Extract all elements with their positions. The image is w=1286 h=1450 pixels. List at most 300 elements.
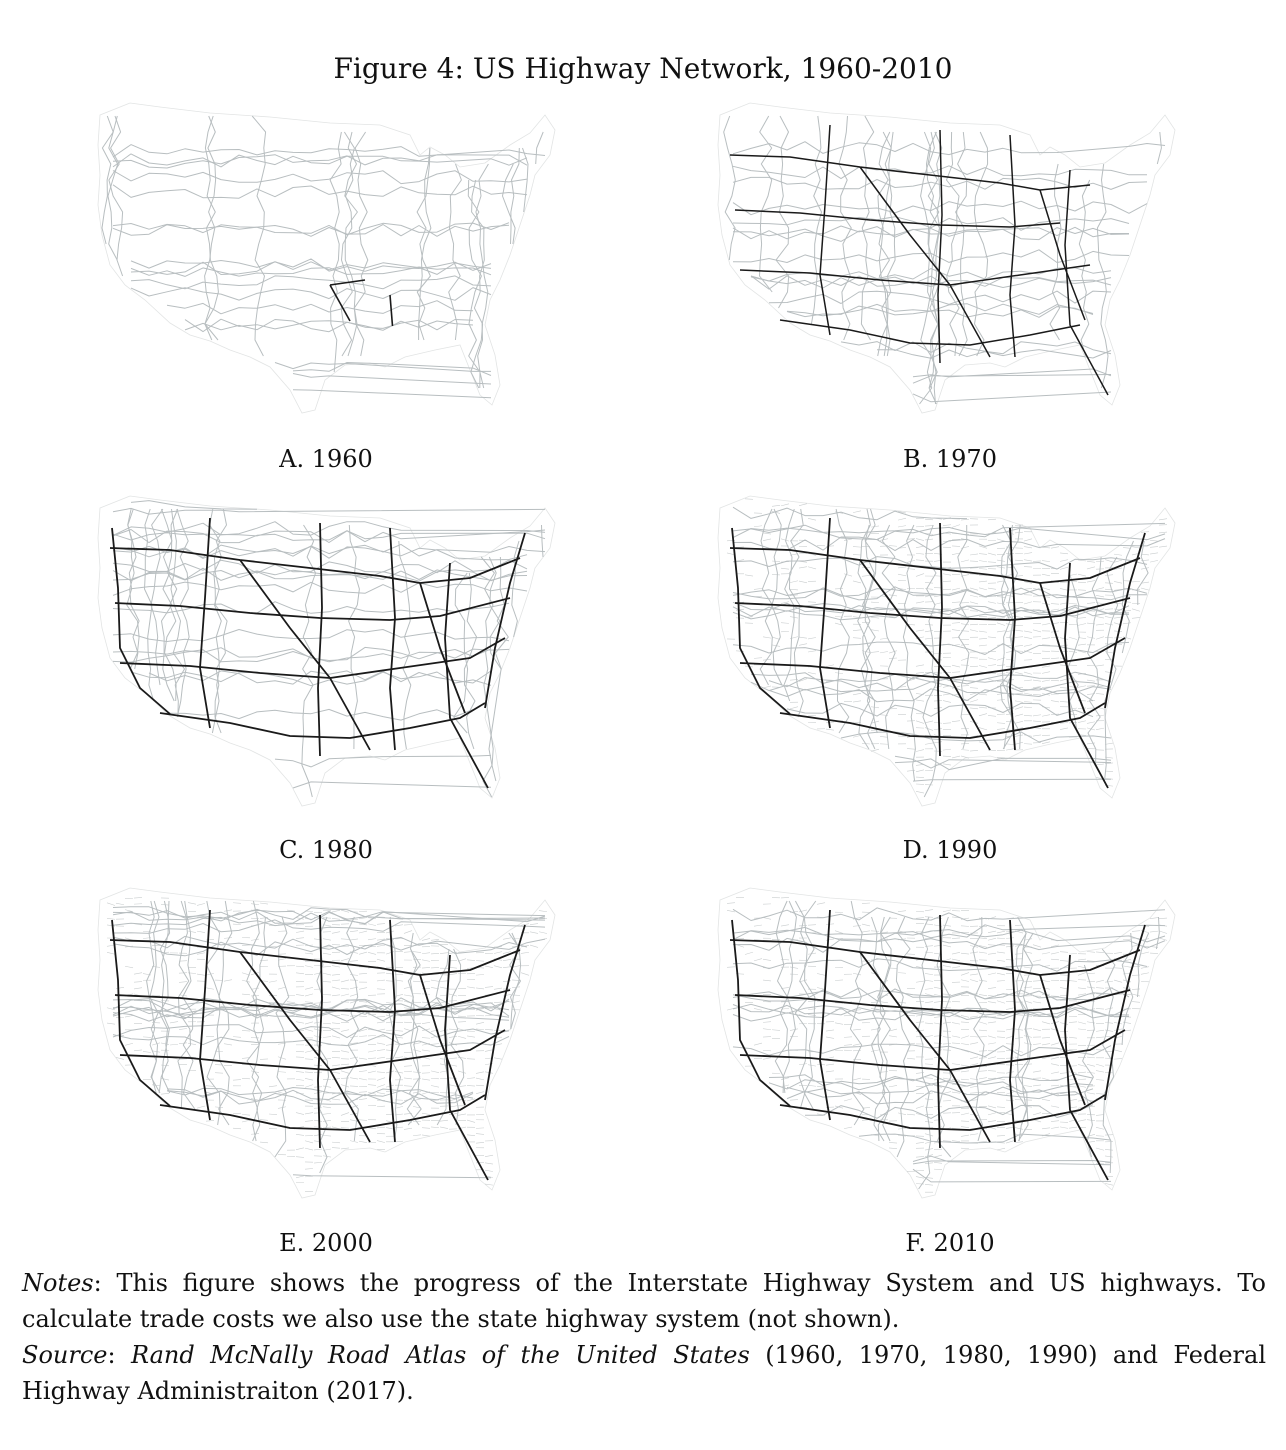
us-map-1970 xyxy=(710,95,1190,435)
state-highway-segment xyxy=(314,1149,322,1150)
state-highway-segment xyxy=(449,1058,457,1059)
state-highway-segment xyxy=(359,1001,367,1002)
state-highway-segment xyxy=(1096,728,1104,730)
state-highway-segment xyxy=(377,1057,385,1058)
state-highway-segment xyxy=(817,903,825,905)
state-highway-segment xyxy=(1042,1037,1050,1038)
state-highway-segment xyxy=(1132,617,1140,618)
state-highway-segment xyxy=(296,938,304,939)
state-highway-segment xyxy=(1024,645,1032,647)
state-highway-segment xyxy=(377,945,385,946)
state-highway-segment xyxy=(305,1113,313,1114)
state-highway-segment xyxy=(970,708,978,709)
state-highway-segment xyxy=(943,701,951,703)
state-highway-segment xyxy=(790,1029,798,1031)
us-highway-route xyxy=(877,350,1111,359)
state-highway-segment xyxy=(1141,532,1149,533)
state-highway-segment xyxy=(341,1064,349,1065)
state-highway-segment xyxy=(1105,616,1113,618)
state-highway-segment xyxy=(332,918,340,919)
state-highway-segment xyxy=(179,973,187,974)
state-highway-segment xyxy=(772,561,780,562)
state-highway-segment xyxy=(997,618,1005,619)
state-highway-segment xyxy=(1060,582,1068,583)
state-highway-segment xyxy=(1024,631,1032,632)
state-highway-segment xyxy=(197,931,205,932)
state-highway-segment xyxy=(979,638,987,639)
us-highway-route xyxy=(293,1175,491,1178)
state-highway-segment xyxy=(997,931,1005,933)
state-highway-segment xyxy=(1060,980,1068,981)
state-highway-segment xyxy=(808,1085,816,1086)
state-highway-segment xyxy=(305,1002,313,1003)
state-highway-segment xyxy=(979,581,987,582)
state-highway-segment xyxy=(1024,701,1032,702)
state-highway-segment xyxy=(1078,644,1086,645)
state-highway-segment xyxy=(359,931,367,933)
us-highway-route xyxy=(958,525,969,749)
state-highway-segment xyxy=(368,1058,376,1059)
state-highway-segment xyxy=(997,973,1005,975)
figure-title: Figure 4: US Highway Network, 1960-2010 xyxy=(333,52,953,85)
state-highway-segment xyxy=(763,539,771,541)
state-highway-segment xyxy=(943,1050,951,1051)
state-highway-segment xyxy=(422,981,430,982)
state-highway-segment xyxy=(763,533,771,534)
state-highway-segment xyxy=(1078,988,1086,989)
state-highway-segment xyxy=(799,644,807,646)
state-highway-segment xyxy=(359,1120,367,1121)
state-highway-segment xyxy=(808,672,816,674)
state-highway-segment xyxy=(332,987,340,989)
state-highway-segment xyxy=(1096,588,1104,590)
state-highway-segment xyxy=(1105,1030,1113,1031)
state-highway-segment xyxy=(476,961,484,962)
state-highway-segment xyxy=(1096,693,1104,694)
state-highway-segment xyxy=(1033,715,1041,716)
state-highway-segment xyxy=(925,1134,933,1136)
us-highway-route xyxy=(476,164,489,388)
state-highway-segment xyxy=(1105,1022,1113,1023)
state-highway-segment xyxy=(925,728,933,731)
state-highway-segment xyxy=(314,1120,322,1121)
state-highway-segment xyxy=(952,938,960,939)
state-highway-segment xyxy=(1087,686,1095,687)
state-highway-segment xyxy=(161,1093,169,1094)
state-highway-segment xyxy=(889,546,897,547)
state-highway-segment xyxy=(961,926,969,927)
state-highway-segment xyxy=(323,1120,331,1121)
state-highway-segment xyxy=(305,1029,313,1031)
state-highway-segment xyxy=(431,1078,439,1079)
state-highway-segment xyxy=(539,932,547,934)
state-highway-segment xyxy=(1078,708,1086,709)
state-highway-segment xyxy=(997,960,1005,961)
state-highway-segment xyxy=(116,987,124,988)
state-highway-segment xyxy=(467,1120,475,1122)
state-highway-segment xyxy=(305,1148,313,1150)
state-highway-segment xyxy=(1078,721,1086,723)
state-highway-segment xyxy=(1114,581,1122,583)
us-highway-route xyxy=(733,142,1165,155)
state-highway-segment xyxy=(808,637,816,638)
state-highway-segment xyxy=(934,987,942,989)
state-highway-segment xyxy=(278,1072,286,1073)
state-highway-segment xyxy=(952,588,960,590)
state-highway-segment xyxy=(233,924,241,925)
state-highway-segment xyxy=(422,967,430,968)
state-highway-segment xyxy=(422,1038,430,1039)
state-highway-segment xyxy=(521,952,529,953)
map-panel-1960 xyxy=(90,95,570,435)
state-highway-segment xyxy=(1096,988,1104,989)
state-highway-segment xyxy=(997,1001,1005,1003)
state-highway-segment xyxy=(449,1029,457,1030)
state-highway-segment xyxy=(206,988,214,989)
state-highway-segment xyxy=(476,988,484,989)
state-highway-segment xyxy=(1150,918,1158,919)
state-highway-segment xyxy=(835,931,843,934)
interstate-network xyxy=(730,125,1108,395)
us-highway-route xyxy=(293,390,491,398)
source-label: Source xyxy=(22,1341,108,1369)
state-highway-segment xyxy=(368,1071,376,1073)
state-highway-segment xyxy=(1096,616,1104,618)
state-highway-segment xyxy=(1051,658,1059,659)
state-highway-segment xyxy=(476,1029,484,1030)
state-highway-segment xyxy=(898,526,906,527)
state-highway-segment xyxy=(467,1078,475,1079)
state-highway-segment xyxy=(269,1114,277,1115)
state-highway-segment xyxy=(979,694,987,695)
state-highway-segment xyxy=(1015,560,1023,561)
state-highway-segment xyxy=(790,967,798,969)
state-highway-segment xyxy=(422,1022,430,1023)
state-highway-segment xyxy=(997,723,1005,724)
state-highway-segment xyxy=(467,960,475,961)
state-highway-segment xyxy=(251,988,259,989)
map-panel-1990 xyxy=(710,488,1190,828)
state-highway-segment xyxy=(1159,519,1167,520)
state-highway-segment xyxy=(296,1148,304,1150)
state-highway-segment xyxy=(296,966,304,967)
state-highway-segment xyxy=(485,966,493,968)
state-highway-segment xyxy=(970,1064,978,1066)
state-highway-segment xyxy=(1087,700,1095,701)
state-highway-segment xyxy=(350,961,358,962)
state-highway-segment xyxy=(916,553,924,554)
interstate-route xyxy=(780,320,1080,345)
panel-label-1990: D. 1990 xyxy=(902,836,998,864)
us-highway-route xyxy=(113,920,545,934)
state-highway-segment xyxy=(754,588,762,589)
state-highway-segment xyxy=(916,750,924,752)
state-highway-segment xyxy=(1096,952,1104,953)
state-highway-segment xyxy=(844,1099,852,1101)
state-highway-segment xyxy=(934,728,942,729)
state-highway-segment xyxy=(1042,715,1050,717)
state-highway-segment xyxy=(1123,966,1131,967)
state-highway-segment xyxy=(916,1142,924,1143)
state-highway-segment xyxy=(853,581,861,583)
state-highway-segment xyxy=(260,903,268,904)
state-highway-segment xyxy=(862,903,870,904)
state-highway-segment xyxy=(997,560,1005,561)
us-highway-route xyxy=(275,755,491,767)
state-highway-segment xyxy=(1078,1120,1086,1122)
state-highway-segment xyxy=(961,1022,969,1023)
state-highway-segment xyxy=(1096,1064,1104,1066)
state-highway-segment xyxy=(853,511,861,513)
state-highway-segment xyxy=(853,1078,861,1080)
state-highway-segment xyxy=(305,1072,313,1073)
state-highway-segment xyxy=(988,1002,996,1003)
state-highway-segment xyxy=(988,973,996,975)
state-highway-segment xyxy=(341,1051,349,1053)
state-highway-segment xyxy=(943,525,951,526)
state-highway-segment xyxy=(1015,1128,1023,1130)
state-highway-segment xyxy=(916,602,924,604)
state-highway-segment xyxy=(934,595,942,596)
state-highway-segment xyxy=(242,945,250,946)
state-highway-segment xyxy=(781,539,789,541)
state-highway-segment xyxy=(988,658,996,660)
state-highway-segment xyxy=(1096,595,1104,597)
state-highway-segment xyxy=(332,1057,340,1058)
state-highway-segment xyxy=(997,539,1005,541)
state-highway-segment xyxy=(1033,1113,1041,1115)
interstate-route xyxy=(820,125,830,335)
state-highway-segment xyxy=(853,638,861,639)
us-highway-route xyxy=(247,901,260,1141)
state-highway-segment xyxy=(979,1058,987,1059)
state-highway-segment xyxy=(422,953,430,954)
state-highway-segment xyxy=(323,939,331,941)
interstate-route xyxy=(740,265,1090,285)
state-highway-segment xyxy=(431,1127,439,1128)
state-highway-segment xyxy=(952,1141,960,1142)
us-highway-route xyxy=(185,319,473,331)
state-highway-segment xyxy=(943,749,951,750)
state-highway-segment xyxy=(233,1128,241,1129)
us-highway-route xyxy=(1088,557,1102,765)
state-highway-segment xyxy=(1042,680,1050,681)
state-highway-segment xyxy=(961,980,969,982)
state-highway-segment xyxy=(341,1085,349,1087)
state-highway-segment xyxy=(395,1106,403,1108)
state-highway-segment xyxy=(853,701,861,702)
state-highway-segment xyxy=(242,1030,250,1031)
us-highway-route xyxy=(1079,180,1089,356)
state-highway-segment xyxy=(1051,1106,1059,1108)
state-highway-segment xyxy=(925,1064,933,1065)
state-highway-segment xyxy=(1069,651,1077,652)
state-highway-segment xyxy=(925,743,933,744)
state-highway-segment xyxy=(1159,918,1167,919)
state-highway-segment xyxy=(934,722,942,723)
state-highway-segment xyxy=(332,1099,340,1100)
state-highway-segment xyxy=(997,596,1005,597)
state-highway-segment xyxy=(296,1071,304,1072)
state-highway-segment xyxy=(1123,623,1131,624)
state-highway-segment xyxy=(997,1037,1005,1038)
state-highway-segment xyxy=(1051,604,1059,605)
state-highway-segment xyxy=(296,1022,304,1024)
state-highway-segment xyxy=(970,588,978,590)
state-highway-segment xyxy=(916,1177,924,1179)
state-highway-segment xyxy=(1114,617,1122,618)
panel-label-1960: A. 1960 xyxy=(279,445,373,473)
state-highway-segment xyxy=(853,1029,861,1030)
state-highway-segment xyxy=(961,728,969,729)
state-highway-segment xyxy=(1060,952,1068,953)
state-highway-segment xyxy=(916,630,924,631)
state-highway-segment xyxy=(467,1135,475,1136)
state-highway-segment xyxy=(1150,560,1158,562)
state-highway-segment xyxy=(332,1065,340,1066)
us-highway-route xyxy=(787,703,1093,716)
state-highway-segment xyxy=(350,931,358,932)
state-highway-segment xyxy=(1114,554,1122,555)
state-highway-segment xyxy=(296,1079,304,1080)
state-highway-segment xyxy=(1087,603,1095,604)
state-highway-segment xyxy=(242,994,250,995)
state-highway-segment xyxy=(413,1050,421,1052)
state-highway-segment xyxy=(1051,609,1059,610)
state-highway-segment xyxy=(916,672,924,673)
panel-label-2000: E. 2000 xyxy=(279,1229,373,1257)
state-highway-segment xyxy=(431,1086,439,1088)
state-highway-segment xyxy=(1033,960,1041,962)
state-highway-segment xyxy=(1060,553,1068,554)
state-highway-segment xyxy=(961,1079,969,1080)
state-highway-segment xyxy=(359,1092,367,1093)
state-highway-segment xyxy=(1087,680,1095,681)
state-highway-segment xyxy=(197,1106,205,1108)
state-highway-segment xyxy=(332,974,340,975)
state-highway-segment xyxy=(440,1127,448,1129)
state-highway-segment xyxy=(359,952,367,954)
interstate-route xyxy=(938,523,942,756)
state-highway-segment xyxy=(341,959,349,961)
state-highway-segment xyxy=(1159,931,1167,934)
state-highway-segment xyxy=(961,665,969,666)
state-highway-segment xyxy=(934,1120,942,1121)
state-highway-segment xyxy=(413,1135,421,1136)
state-highway-segment xyxy=(1096,1115,1104,1116)
us-highway-route xyxy=(131,276,491,289)
state-highway-segment xyxy=(1024,672,1032,674)
state-highway-segment xyxy=(278,1057,286,1060)
state-highway-segment xyxy=(242,1114,250,1115)
state-highway-segment xyxy=(467,1059,475,1060)
source-separator: : xyxy=(107,1341,131,1369)
panel-label-2010: F. 2010 xyxy=(905,1229,995,1257)
state-highway-segment xyxy=(377,989,385,990)
interstate-network xyxy=(330,280,393,326)
state-highway-segment xyxy=(305,953,313,954)
state-highway-segment xyxy=(952,959,960,961)
us-highway-route xyxy=(724,116,736,260)
state-highway-segment xyxy=(1060,960,1068,961)
state-highway-segment xyxy=(1051,1127,1059,1128)
state-highway-segment xyxy=(404,1128,412,1129)
state-highway-segment xyxy=(988,715,996,716)
state-highway-segment xyxy=(1105,560,1113,563)
state-highway-segment xyxy=(889,1142,897,1143)
state-highway-segment xyxy=(377,1092,385,1094)
state-highway-segment xyxy=(1042,623,1050,625)
us-highway-route xyxy=(495,557,508,669)
state-highway-segment xyxy=(1015,630,1023,631)
state-highway-segment xyxy=(844,1127,852,1129)
state-highway-segment xyxy=(916,700,924,701)
state-highway-segment xyxy=(395,1031,403,1032)
state-highway-segment xyxy=(476,975,484,976)
state-highway-segment xyxy=(305,1169,313,1170)
state-highway-segment xyxy=(1096,1071,1104,1073)
state-highway-segment xyxy=(925,1184,933,1185)
state-highway-segment xyxy=(763,959,771,960)
state-highway-segment xyxy=(440,1030,448,1032)
state-highway-segment xyxy=(961,1127,969,1128)
us-highway-route xyxy=(293,782,491,788)
state-highway-segment xyxy=(916,721,924,724)
state-highway-segment xyxy=(1024,567,1032,568)
state-highway-segment xyxy=(952,721,960,722)
state-highway-segment xyxy=(826,1030,834,1031)
state-highway-segment xyxy=(943,581,951,582)
state-highway-segment xyxy=(916,791,924,793)
state-highway-segment xyxy=(476,1022,484,1024)
state-highway-segment xyxy=(1024,547,1032,548)
state-highway-segment xyxy=(323,953,331,954)
state-highway-segment xyxy=(440,987,448,989)
state-highway-segment xyxy=(1006,1100,1014,1101)
state-highway-segment xyxy=(808,925,816,926)
state-highway-segment xyxy=(736,651,744,652)
state-highway-segment xyxy=(961,686,969,687)
state-highway-segment xyxy=(1078,617,1086,618)
state-highway-segment xyxy=(1042,588,1050,590)
us-highway-route xyxy=(882,132,895,356)
state-highway-segment xyxy=(341,988,349,989)
us-highway-route xyxy=(113,185,527,198)
state-highway-segment xyxy=(727,903,735,904)
state-highway-segment xyxy=(521,973,529,976)
state-highway-segment xyxy=(404,931,412,934)
state-highway-segment xyxy=(934,742,942,743)
state-highway-segment xyxy=(404,1071,412,1072)
state-highway-segment xyxy=(1024,967,1032,968)
notes-paragraph xyxy=(14,1265,1266,1337)
state-highway-segment xyxy=(943,723,951,724)
state-highway-segment xyxy=(476,1134,484,1135)
state-highway-segment xyxy=(790,589,798,590)
state-highway-segment xyxy=(224,938,232,939)
state-highway-segment xyxy=(988,945,996,946)
state-highway-segment xyxy=(449,1085,457,1087)
state-highway-segment xyxy=(1006,630,1014,632)
state-highway-segment xyxy=(413,1079,421,1080)
state-highway-segment xyxy=(925,910,933,911)
state-highway-segment xyxy=(934,1001,942,1002)
state-highway-segment xyxy=(1015,701,1023,703)
state-highway-segment xyxy=(763,1022,771,1023)
state-highway-segment xyxy=(368,924,376,926)
state-highway-segment xyxy=(934,1155,942,1157)
state-highway-segment xyxy=(1051,1121,1059,1122)
